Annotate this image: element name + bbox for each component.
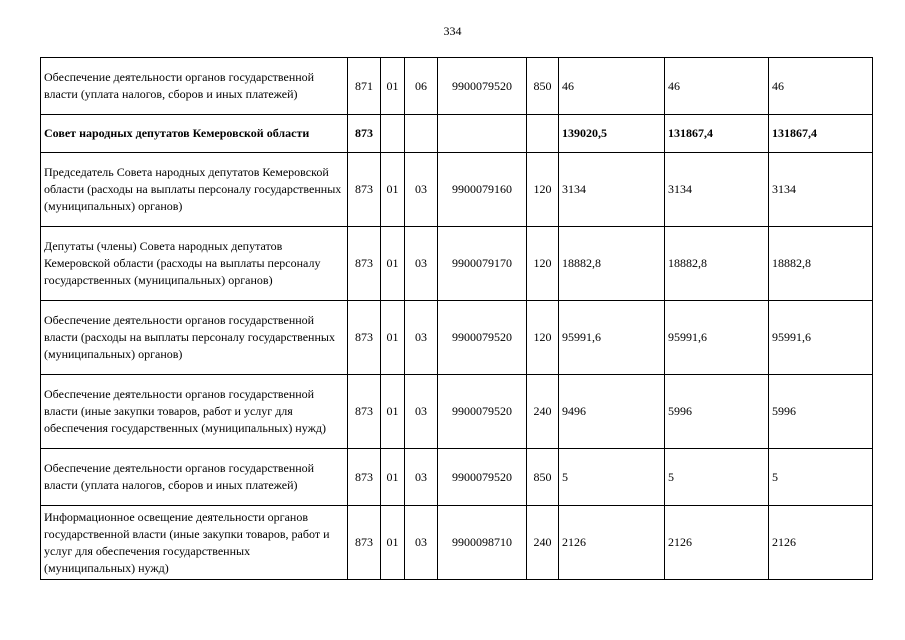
row-value-1: 46	[559, 58, 665, 115]
row-value-2: 46	[665, 58, 769, 115]
row-vr: 120	[527, 153, 559, 227]
row-name: Обеспечение деятельности органов государственной власти (уплата налогов, сборов и иных платежей)	[41, 58, 348, 115]
row-rz	[381, 115, 405, 153]
row-ved: 873	[348, 115, 381, 153]
row-rz: 01	[381, 58, 405, 115]
row-vr: 120	[527, 227, 559, 301]
row-ved: 873	[348, 449, 381, 506]
row-csr: 9900079520	[438, 449, 527, 506]
row-ved: 873	[348, 375, 381, 449]
row-vr: 120	[527, 301, 559, 375]
row-csr: 9900079520	[438, 375, 527, 449]
row-value-3: 131867,4	[769, 115, 873, 153]
row-pr: 03	[405, 227, 438, 301]
row-value-2: 2126	[665, 506, 769, 580]
row-name: Председатель Совета народных депутатов Кемеровской области (расходы на выплаты персоналу государственных (муниципальных) органов)	[41, 153, 348, 227]
row-value-2: 3134	[665, 153, 769, 227]
row-csr: 9900079170	[438, 227, 527, 301]
row-csr: 9900079520	[438, 301, 527, 375]
row-name: Обеспечение деятельности органов государственной власти (иные закупки товаров, работ и услуг для обеспечения государственных (муниципальных) нужд)	[41, 375, 348, 449]
row-pr	[405, 115, 438, 153]
row-pr: 03	[405, 506, 438, 580]
row-name: Обеспечение деятельности органов государственной власти (расходы на выплаты персоналу государственных (муниципальных) органов)	[41, 301, 348, 375]
row-value-2: 131867,4	[665, 115, 769, 153]
row-rz: 01	[381, 153, 405, 227]
row-csr	[438, 115, 527, 153]
row-rz: 01	[381, 449, 405, 506]
row-value-3: 18882,8	[769, 227, 873, 301]
row-value-1: 95991,6	[559, 301, 665, 375]
row-pr: 06	[405, 58, 438, 115]
row-vr: 850	[527, 58, 559, 115]
row-ved: 873	[348, 153, 381, 227]
row-value-1: 2126	[559, 506, 665, 580]
row-ved: 873	[348, 301, 381, 375]
row-value-3: 46	[769, 58, 873, 115]
row-pr: 03	[405, 449, 438, 506]
row-csr: 9900079160	[438, 153, 527, 227]
row-value-3: 2126	[769, 506, 873, 580]
row-pr: 03	[405, 301, 438, 375]
row-value-1: 9496	[559, 375, 665, 449]
row-value-3: 95991,6	[769, 301, 873, 375]
row-vr: 240	[527, 506, 559, 580]
row-value-1: 18882,8	[559, 227, 665, 301]
row-value-3: 3134	[769, 153, 873, 227]
row-name: Обеспечение деятельности органов государственной власти (уплата налогов, сборов и иных платежей)	[41, 449, 348, 506]
row-value-1: 5	[559, 449, 665, 506]
page-number: 334	[443, 24, 462, 38]
row-vr: 240	[527, 375, 559, 449]
row-rz: 01	[381, 375, 405, 449]
table-row	[41, 375, 873, 449]
row-name: Информационное освещение деятельности органов государственной власти (иные закупки товаров, работ и услуг для обеспечения государственных (муниципальных) нужд)	[41, 506, 348, 580]
table-row	[41, 115, 873, 153]
row-value-2: 5	[665, 449, 769, 506]
row-value-2: 95991,6	[665, 301, 769, 375]
table-row	[41, 301, 873, 375]
row-vr: 850	[527, 449, 559, 506]
row-name: Депутаты (члены) Совета народных депутатов Кемеровской области (расходы на выплаты персоналу государственных (муниципальных) органов)	[41, 227, 348, 301]
row-rz: 01	[381, 506, 405, 580]
row-ved: 873	[348, 506, 381, 580]
row-rz: 01	[381, 301, 405, 375]
row-value-3: 5996	[769, 375, 873, 449]
row-name: Совет народных депутатов Кемеровской области	[41, 115, 348, 153]
row-value-3: 5	[769, 449, 873, 506]
table-row	[41, 449, 873, 506]
row-vr	[527, 115, 559, 153]
table-row	[41, 506, 873, 580]
row-csr: 9900079520	[438, 58, 527, 115]
row-ved: 873	[348, 227, 381, 301]
row-ved: 871	[348, 58, 381, 115]
budget-table	[40, 57, 873, 580]
row-pr: 03	[405, 375, 438, 449]
row-pr: 03	[405, 153, 438, 227]
row-value-1: 139020,5	[559, 115, 665, 153]
row-value-1: 3134	[559, 153, 665, 227]
row-value-2: 5996	[665, 375, 769, 449]
row-rz: 01	[381, 227, 405, 301]
row-csr: 9900098710	[438, 506, 527, 580]
table-row	[41, 58, 873, 115]
table-row	[41, 153, 873, 227]
row-value-2: 18882,8	[665, 227, 769, 301]
table-row	[41, 227, 873, 301]
